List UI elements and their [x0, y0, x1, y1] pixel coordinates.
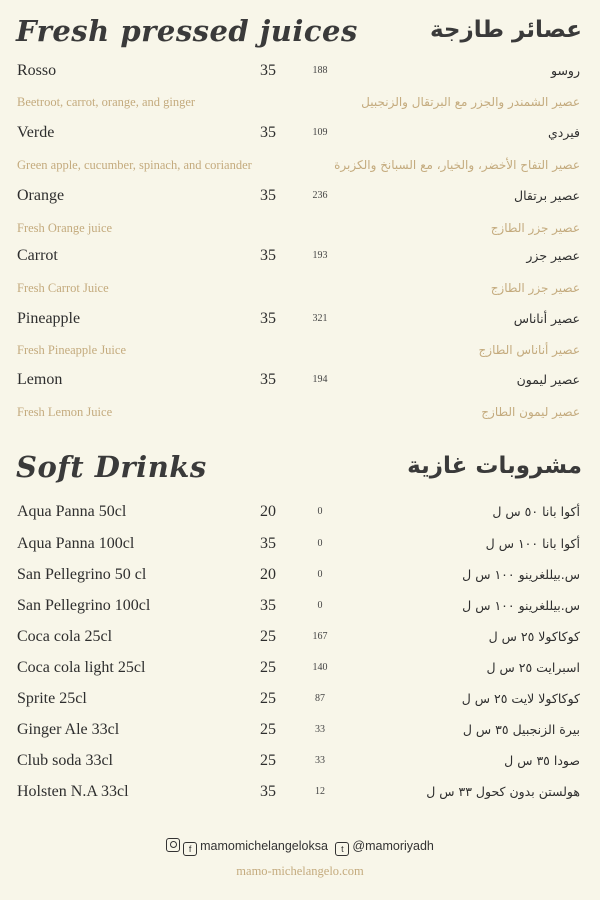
description-text-arabic: عصير أناناس الطازج	[478, 343, 580, 357]
juices-title-arabic: عصائر طازجة	[429, 17, 582, 43]
item-name: Sprite 25cl	[17, 690, 87, 707]
description-text-arabic: عصير جزر الطازج	[490, 221, 580, 235]
description-text: Fresh Carrot Juice	[17, 281, 109, 295]
item-name-arabic: اسبرايت ٢٥ س ل	[486, 660, 580, 675]
menu-item	[0, 187, 600, 211]
item-name: San Pellegrino 100cl	[17, 597, 151, 614]
item-name: San Pellegrino 50 cl	[17, 566, 147, 583]
item-name-arabic: صودا ٣٥ س ل	[504, 753, 580, 768]
description-text-arabic: عصير التفاح الأخضر، والخيار، مع السبانخ والكزبرة	[334, 158, 580, 172]
item-description	[0, 95, 600, 115]
item-name-arabic: روسو	[550, 63, 580, 78]
item-name: Coca cola light 25cl	[17, 659, 146, 676]
item-price: 35	[260, 783, 276, 800]
item-price: 20	[260, 503, 276, 520]
description-text: Beetroot, carrot, orange, and ginger	[17, 95, 196, 109]
description-text: Green apple, cucumber, spinach, and coriander	[17, 158, 252, 172]
item-description	[0, 343, 600, 363]
item-price: 35	[260, 187, 276, 204]
item-calories: 140	[312, 662, 328, 673]
menu-item	[0, 659, 600, 683]
item-description	[0, 158, 600, 178]
item-name: Carrot	[17, 247, 58, 264]
menu-item	[0, 371, 600, 395]
item-name-arabic: فيردي	[548, 125, 580, 140]
menu-item	[0, 783, 600, 807]
item-price: 20	[260, 566, 276, 583]
item-name-arabic: س.بيللغرينو ١٠٠ س ل	[462, 598, 580, 613]
instagram-icon[interactable]	[166, 838, 180, 852]
item-calories: 0	[317, 538, 323, 549]
item-name: Lemon	[17, 371, 63, 388]
menu-item	[0, 310, 600, 334]
menu-item	[0, 690, 600, 714]
description-text-arabic: عصير ليمون الطازج	[481, 405, 580, 419]
website-link[interactable]: mamo-michelangelo.com	[236, 864, 364, 878]
item-calories: 87	[315, 693, 325, 704]
item-price: 35	[260, 247, 276, 264]
menu-item	[0, 752, 600, 776]
item-calories: 109	[312, 127, 328, 138]
item-name-arabic: هولستن بدون كحول ٣٣ س ل	[426, 784, 580, 799]
item-calories: 321	[312, 313, 328, 324]
item-price: 35	[260, 371, 276, 388]
item-name-arabic: عصير ليمون	[516, 372, 580, 387]
item-calories: 12	[315, 786, 325, 797]
item-description	[0, 221, 600, 241]
item-price: 25	[260, 721, 276, 738]
item-name: Club soda 33cl	[17, 752, 113, 769]
description-text: Fresh Pineapple Juice	[17, 343, 127, 357]
item-name-arabic: عصير أناناس	[513, 311, 580, 326]
item-name-arabic: عصير جزر	[526, 248, 580, 263]
item-name-arabic: أكوا بانا ٥٠ س ل	[492, 504, 580, 519]
item-name-arabic: أكوا بانا ١٠٠ س ل	[485, 536, 580, 551]
item-name-arabic: بيرة الزنجبيل ٣٥ س ل	[462, 722, 580, 737]
twitter-handle[interactable]: @mamoriyadh	[352, 839, 434, 853]
item-price: 25	[260, 690, 276, 707]
item-calories: 188	[312, 65, 328, 76]
item-calories: 236	[312, 190, 328, 201]
soft-drinks-title-arabic: مشروبات غازية	[407, 453, 582, 479]
item-name: Holsten N.A 33cl	[17, 783, 129, 800]
description-text-arabic: عصير جزر الطازج	[490, 281, 580, 295]
item-calories: 33	[315, 755, 325, 766]
description-text: Fresh Orange juice	[17, 221, 113, 235]
menu-item	[0, 124, 600, 148]
item-calories: 0	[317, 569, 323, 580]
item-price: 25	[260, 659, 276, 676]
item-calories: 0	[317, 600, 323, 611]
instagram-handle[interactable]: mamomichelangeloksa	[200, 839, 328, 853]
item-calories: 0	[317, 506, 323, 517]
item-name: Orange	[17, 187, 65, 204]
item-name-arabic: كوكاكولا ٢٥ س ل	[488, 629, 580, 644]
soft-drinks-title: Soft Drinks	[16, 450, 207, 484]
item-name: Aqua Panna 100cl	[17, 535, 135, 552]
item-price: 25	[260, 752, 276, 769]
description-text-arabic: عصير الشمندر والجزر مع البرتقال والزنجبيل	[361, 95, 580, 109]
item-name: Ginger Ale 33cl	[17, 721, 120, 738]
item-name: Pineapple	[17, 310, 81, 327]
juices-title: Fresh pressed juices	[16, 14, 358, 48]
item-price: 35	[260, 310, 276, 327]
menu-item	[0, 566, 600, 590]
item-price: 25	[260, 628, 276, 645]
item-description	[0, 405, 600, 425]
menu-item	[0, 597, 600, 621]
social-links	[0, 838, 600, 856]
twitter-icon[interactable]: t	[335, 842, 349, 856]
menu-item	[0, 535, 600, 559]
item-price: 35	[260, 535, 276, 552]
item-calories: 167	[312, 631, 328, 642]
item-price: 35	[260, 124, 276, 141]
facebook-icon[interactable]: f	[183, 842, 197, 856]
menu-item	[0, 62, 600, 86]
item-name-arabic: كوكاكولا لايت ٢٥ س ل	[461, 691, 580, 706]
item-name-arabic: س.بيللغرينو ١٠٠ س ل	[462, 567, 580, 582]
item-calories: 33	[315, 724, 325, 735]
item-price: 35	[260, 597, 276, 614]
item-calories: 193	[312, 250, 328, 261]
item-price: 35	[260, 62, 276, 79]
menu-item	[0, 628, 600, 652]
description-text: Fresh Lemon Juice	[17, 405, 113, 419]
menu-item	[0, 247, 600, 271]
menu-item	[0, 721, 600, 745]
item-description	[0, 281, 600, 301]
item-name: Rosso	[17, 62, 57, 79]
item-calories: 194	[312, 374, 328, 385]
item-name: Aqua Panna 50cl	[17, 503, 127, 520]
menu-item	[0, 503, 600, 527]
item-name: Coca cola 25cl	[17, 628, 113, 645]
item-name: Verde	[17, 124, 55, 141]
item-name-arabic: عصير برتقال	[513, 188, 580, 203]
